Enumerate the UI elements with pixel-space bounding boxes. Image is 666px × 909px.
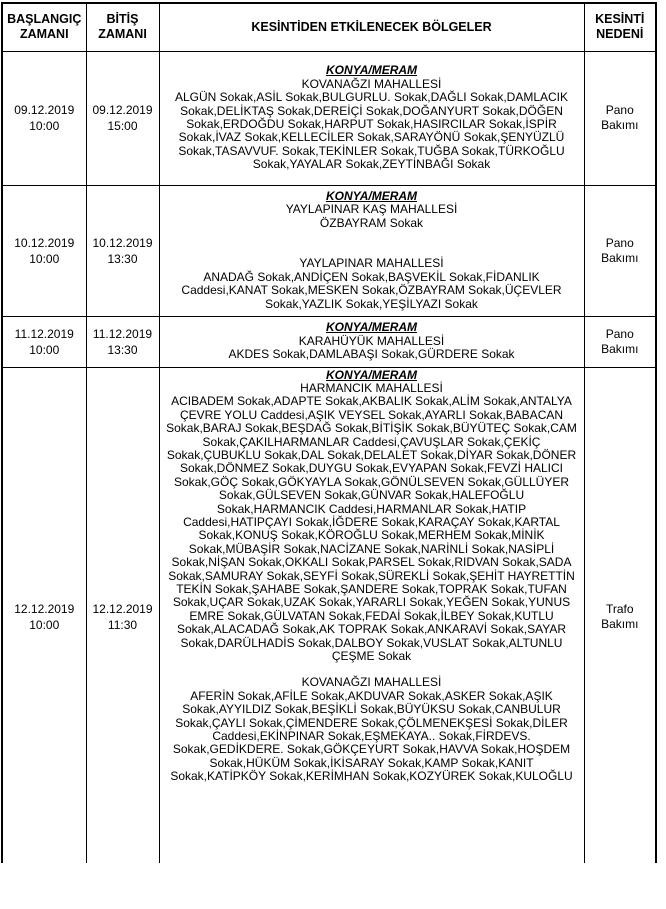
region-city: KONYA/MERAM <box>325 367 418 382</box>
region-section <box>164 335 580 362</box>
table-row <box>2 185 656 316</box>
start-date: 11.12.2019 <box>14 326 74 341</box>
start-time: 10:00 <box>29 251 60 266</box>
region-section <box>164 78 580 172</box>
neighborhood-name: YAYLAPINAR KAŞ MAHALLESİ <box>285 202 458 217</box>
start-date: 09.12.2019 <box>14 103 75 117</box>
region-section <box>164 382 580 664</box>
region-section <box>164 257 580 311</box>
neighborhood-name: KOVANAĞZI MAHALLESİ <box>301 76 442 91</box>
region-city: KONYA/MERAM <box>325 320 418 335</box>
end-date: 12.12.2019 <box>92 602 153 617</box>
start-cell <box>2 367 86 863</box>
table-row <box>2 367 656 863</box>
outage-schedule-document <box>1 2 658 863</box>
header-start-time: BAŞLANGIÇ ZAMANI <box>2 3 86 51</box>
regions-cell <box>159 51 584 185</box>
end-date: 10.12.2019 <box>92 235 153 250</box>
regions-cell <box>159 316 584 367</box>
neighborhood-name: YAYLAPINAR MAHALLESİ <box>299 256 444 271</box>
region-city: KONYA/MERAM <box>325 63 418 78</box>
region-section <box>164 203 580 230</box>
reason-cell: Pano Bakımı <box>584 51 656 185</box>
start-date: 12.12.2019 <box>14 602 75 617</box>
region-section <box>164 676 580 783</box>
end-time: 13:30 <box>107 342 138 357</box>
table-header-row <box>2 3 656 51</box>
start-date: 10.12.2019 <box>14 235 75 250</box>
street-list: ÖZBAYRAM Sokak <box>319 215 424 230</box>
end-date: 11.12.2019 <box>92 326 153 341</box>
start-cell <box>2 316 86 367</box>
street-list: ALGÜN Sokak,ASİL Sokak,BULGURLU. Sokak,DAĞLI Sokak,DAMLACIK Sokak,DELİKTAŞ Sokak,DEREİÇİ Sokak,DOĞANYURT Sokak,DÖĞEN Sokak,ERDOĞDU Sokak,HARPUT Sokak,HASIRCILAR Sokak,İSPİR Sokak,İVAZ Sokak,KELLECİLER Sokak,SARAYÖNÜ Sokak,ŞENYÜZLÜ Sokak,TASAVVUF. Sokak,TEKİNLER Sokak,TUĞBA Sokak,TÜRKOĞLU Sokak,YAYALAR Sokak,ZEYTİNBAĞI Sokak <box>174 90 569 172</box>
street-list: AKDES Sokak,DAMLABAŞI Sokak,GÜRDERE Sokak <box>228 347 515 362</box>
end-time: 11:30 <box>107 618 138 633</box>
reason-cell: Trafo Bakımı <box>584 367 656 863</box>
end-time: 13:30 <box>107 251 138 266</box>
neighborhood-name: KARAHÜYÜK MAHALLESİ <box>298 333 445 348</box>
end-cell <box>86 367 159 863</box>
end-date: 09.12.2019 <box>92 103 153 117</box>
regions-cell <box>159 185 584 316</box>
reason-cell: Pano Bakımı <box>584 316 656 367</box>
table-row <box>2 51 656 185</box>
street-list: ANADAĞ Sokak,ANDİÇEN Sokak,BAŞVEKİL Sokak,FİDANLIK Caddesi,KANAT Sokak,MESKEN Sokak,ÖZBAYRAM Sokak,ÜÇEVLER Sokak,YAZLIK Sokak,YEŞİLYAZI Sokak <box>181 269 562 311</box>
reason-cell: Pano Bakımı <box>584 185 656 316</box>
start-time: 10:00 <box>29 618 60 633</box>
start-cell <box>2 51 86 185</box>
street-list: AFERİN Sokak,AFİLE Sokak,AKDUVAR Sokak,ASKER Sokak,AŞIK Sokak,AYYILDIZ Sokak,BEŞİKLİ Sokak,BÜYÜKSU Sokak,CANBULUR Sokak,ÇAYLI Sokak,ÇİMENDERE Sokak,ÇÖLMENEKŞESİ Sokak,DİLER Caddesi,EKİNPINAR Sokak,EŞMEKAYA.. Sokak,FİRDEVS. Sokak,GEDİKDERE. Sokak,GÖKÇEYURT Sokak,HAVVA Sokak,HOŞDEM Sokak,HÜKÜM Sokak,İKİSARAY Sokak,KAMP Sokak,KANIT Sokak,KATİPKÖY Sokak,KERİMHAN Sokak,KOZYÜREK Sokak,KULOĞLU <box>170 688 573 784</box>
end-cell <box>86 185 159 316</box>
header-outage-reason: KESİNTİ NEDENİ <box>584 3 656 51</box>
end-time: 15:00 <box>107 119 138 133</box>
neighborhood-name: HARMANCIK MAHALLESİ <box>300 380 443 395</box>
start-cell <box>2 185 86 316</box>
end-cell <box>86 51 159 185</box>
neighborhood-name: KOVANAĞZI MAHALLESİ <box>301 675 442 690</box>
end-cell <box>86 316 159 367</box>
start-time: 10:00 <box>29 342 60 357</box>
region-city: KONYA/MERAM <box>325 189 418 204</box>
regions-cell <box>159 367 584 863</box>
header-end-time: BİTİŞ ZAMANI <box>86 3 159 51</box>
table-row <box>2 316 656 367</box>
start-time: 10:00 <box>29 119 60 133</box>
header-affected-regions: KESİNTİDEN ETKİLENECEK BÖLGELER <box>159 3 584 51</box>
street-list: ACIBADEM Sokak,ADAPTE Sokak,AKBALIK Sokak,ALİM Sokak,ANTALYA ÇEVRE YOLU Caddesi,AŞIK VEYSEL Sokak,AYARLI Sokak,BABACAN Sokak,BARAJ Sokak,BEŞDAĞ Sokak,BİTİŞİK Sokak,BÜYÜTEÇ Sokak,CAM Sokak,ÇAKILHARMANLAR Caddesi,ÇAVUŞLAR Sokak,ÇEKİÇ Sokak,ÇUBUKLU Sokak,DAL Sokak,DELALET Sokak,DİYAR Sokak,DÖNER Sokak,DÖNMEZ Sokak,DUYGU Sokak,EVYAPAN Sokak,FEVZİ HALICI Sokak,GÖÇ Sokak,GÖKYAYLA Sokak,GÖNÜLSEVEN Sokak,GÜLLÜYER Sokak,GÜLSEVEN Sokak,GÜNVAR Sokak,HALEFOĞLU Sokak,HARMANCIK Caddesi,HARMANLAR Sokak,HATIP Caddesi,HATIPÇAYI Sokak,İĞDERE Sokak,KARAÇAY Sokak,KARTAL Sokak,KONUŞ Sokak,KÖROĞLU Sokak,MERHEM Sokak,MİNİK Sokak,MÜBAŞİR Sokak,NACİZANE Sokak,NARİNLİ Sokak,NASİPLİ Sokak,NİŞAN Sokak,OKKALI Sokak,PARSEL Sokak,RIDVAN Sokak,SADA Sokak,SAMURAY Sokak,SEYFİ Sokak,SÜREKLİ Sokak,ŞEHİT HAYRETTİN TEKİN Sokak,ŞAHABE Sokak,ŞANDERE Sokak,TOPRAK Sokak,TUFAN Sokak,UÇAR Sokak,UZAK Sokak,YARARLI Sokak,YEĞEN Sokak,YUNUS EMRE Sokak,GÜLVATAN Sokak,FEDAİ Sokak,İLBEY Sokak,KUTLU Sokak,ALACADAĞ Sokak,AK TOPRAK Sokak,ANKARAVİ Sokak,SAYAR Sokak,DARÜLHADİS Sokak,DALBOY Sokak,VUSLAT Sokak,ALTUNLU ÇEŞME Sokak <box>166 394 577 664</box>
outage-table <box>1 2 657 863</box>
